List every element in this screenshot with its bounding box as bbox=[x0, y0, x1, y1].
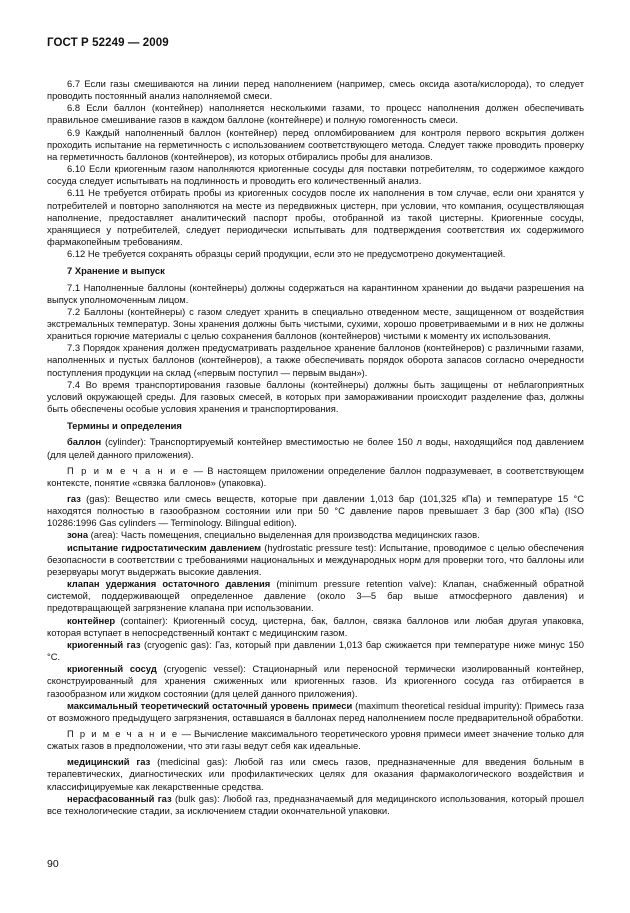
definition-text: (hydrostatic pressure test): Испытание, проводимое с целью обеспечения безопасности в соответствии с требованиями национальных и международных норм для проверки того, что баллоны или резервуары могут выдержать высокие давления. bbox=[47, 541, 584, 577]
definition-container bbox=[47, 615, 584, 639]
note-text: — Вычисление максимального теоретического уровня примеси имеет значение только для сжатых газов в предположении, что эти газы ведут себя как идеальные. bbox=[47, 727, 585, 752]
definition-text: (bulk gas): Любой газ, предназначаемый для медицинского использования, который прошел все технологические стадии, за исключением стадии окончательной упаковки. bbox=[47, 792, 584, 816]
note-text: — В настоящем приложении определение баллон подразумевает, в соответствующем контексте, понятие «связка баллонов» (упаковка). bbox=[47, 464, 585, 488]
definition-retention-valve bbox=[47, 578, 584, 614]
definition-medicinal-gas bbox=[47, 756, 584, 792]
note-cylinder bbox=[47, 465, 584, 489]
definition-text: (cryogenic gas): Газ, который при давлении 1,013 бар сжижается при температуре ниже минус 150 °C. bbox=[47, 638, 584, 663]
definition-cryogenic-gas bbox=[47, 639, 584, 663]
definition-text: (medicinal gas): Любой газ или смесь газов, предназначенные для введения больным в терапевтических, диагностических или профилактических целях для оказания фармакологического воздействия и классифицируемые как лекарственные средства. bbox=[47, 756, 584, 792]
paragraph-7-2: 7.2 Баллоны (контейнеры) с газом следует хранить в специально отведенном месте, защищенном от воздействия экстремальных температур. Зоны хранения должны быть чистыми, сухими, хорошо проветриваемыми и в них не должны храниться горючие материалы с целью сохранения баллонов (контейнеров) чистыми к моменту их использования. bbox=[47, 305, 584, 342]
definition-cylinder bbox=[47, 436, 584, 460]
definition-text: (area): Часть помещения, специально выделенная для производства медицинских газов. bbox=[88, 529, 480, 541]
definition-text: (maximum theoretical residual impurity): Примесь газа от возможного предыдущего загрязнения, оставшаяся в баллонах перед наполнением после предварительной обработки. bbox=[47, 699, 584, 723]
glossary-heading: Термины и определения bbox=[67, 420, 182, 432]
paragraph-6-7: 6.7 Если газы смешиваются на линии перед наполнением (например, смесь оксида азота/кислорода), то следует проводить постоянный анализ наполняемой смеси. bbox=[47, 78, 584, 102]
definition-bulk-gas bbox=[47, 793, 584, 817]
term-area: зона bbox=[67, 529, 89, 541]
term-medicinal-gas: медицинский газ bbox=[67, 756, 151, 768]
paragraph-7-3: 7.3 Порядок хранения должен предусматривать раздельное хранение баллонов (контейнеров) с различными газами, наполненных и пустых баллонов (контейнеров), а также обеспечивать порядок оборота запасов согласно очередности поступления продукции на склад («первым поступил — первым выдан»). bbox=[47, 342, 584, 378]
term-cryogenic-vessel: криогенный сосуд bbox=[67, 663, 157, 675]
definition-text: (container): Криогенный сосуд, цистерна, бак, баллон, связка баллонов или любая другая упаковка, которая вступает в непосредственный контакт с медицинским газом. bbox=[47, 614, 584, 638]
paragraph-7-1: 7.1 Наполненные баллоны (контейнеры) должны содержаться на карантинном хранении до выдачи разрешения на выпуск уполномоченным лицом. bbox=[47, 281, 584, 305]
term-residual-impurity: максимальный теоретический остаточный уровень примеси bbox=[67, 699, 353, 711]
paragraph-6-10: 6.10 Если криогенным газом наполняются криогенные сосуды для поставки потребителям, то содержимое каждого сосуда следует испытывать на подлинность и проводить его количественный анализ. bbox=[47, 163, 584, 187]
note-residual-impurity bbox=[47, 728, 584, 752]
definition-text: (cylinder): Транспортируемый контейнер вместимостью не более 150 л воды, находящийся под давлением (для целей данного приложения). bbox=[47, 436, 584, 460]
definition-text: (gas): Вещество или смесь веществ, которые при давлении 1,013 бар (101,325 кПа) и температуре 15 °C находятся полностью в газообразном состоянии или при 50 °C давление паров превышает 3 бар (300 кПа) (ISO 10286:1996 Gas cylinders — Terminology. Bilingual edition). bbox=[47, 493, 584, 529]
definition-cryogenic-vessel bbox=[47, 663, 584, 699]
term-cryogenic-gas: криогенный газ bbox=[67, 638, 141, 650]
definition-gas bbox=[47, 493, 584, 529]
term-retention-valve: клапан удержания остаточного давления bbox=[67, 578, 271, 590]
note-label: П р и м е ч а н и е bbox=[67, 464, 190, 476]
note-label: П р и м е ч а н и е bbox=[67, 727, 179, 739]
term-cylinder: баллон bbox=[67, 436, 102, 448]
term-hydrostatic-test: испытание гидростатическим давлением bbox=[67, 541, 262, 553]
paragraph-6-12: 6.12 Не требуется сохранять образцы серий продукции, если это не предусмотрено документацией. bbox=[67, 248, 506, 260]
definition-residual-impurity bbox=[47, 700, 584, 724]
paragraph-7-4: 7.4 Во время транспортирования газовые баллоны (контейнеры) должны быть защищены от неблагоприятных условий окружающей среды. Для газовых смесей, в которых при замораживании происходит разделение фаз, должны быть обеспечены особые условия хранения и транспортирования. bbox=[47, 378, 584, 415]
definition-hydrostatic-test bbox=[47, 542, 584, 578]
term-bulk-gas: нерасфасованный газ bbox=[67, 792, 172, 804]
page-content bbox=[47, 78, 584, 817]
term-container: контейнер bbox=[67, 614, 116, 626]
section-7-heading: 7 Хранение и выпуск bbox=[67, 265, 165, 277]
page-number: 90 bbox=[47, 858, 59, 870]
definition-text: (minimum pressure retention valve): Клапан, снабженный обратной системой, поддерживающей определенное давление (около 3—5 бар выше атмосферного давления) и предотвращающей загрязнение клапана при использовании. bbox=[47, 578, 584, 614]
page-header: ГОСТ Р 52249 — 2009 bbox=[47, 37, 169, 49]
paragraph-6-11: 6.11 Не требуется отбирать пробы из криогенных сосудов после их наполнения в том случае, если они хранятся у потребителей и повторно заполняются на месте из передвижных цистерн, при условии, что компания, осуществляющая наполнение, предоставляет аналитический паспорт пробы, отобранной из такой цистерны. Криогенные сосуды, хранящиеся у потребителей, следует периодически испытывать для подтверждения соответствия их содержимого фармакопейным требованиям. bbox=[47, 187, 584, 248]
paragraph-6-8: 6.8 Если баллон (контейнер) наполняется несколькими газами, то процесс наполнения должен обеспечивать правильное смешивание газов в каждом баллоне (контейнере) и полную гомогенность смеси. bbox=[47, 102, 584, 126]
definition-text: (cryogenic vessel): Стационарный или переносной термически изолированный контейнер, сконструированный для хранения сжиженных или криогенных газов. Из криогенного сосуда газ отбирается в газообразном или жидком состоянии (для целей данного приложения). bbox=[47, 663, 584, 699]
definition-area bbox=[47, 529, 584, 541]
paragraph-6-9: 6.9 Каждый наполненный баллон (контейнер) перед опломбированием для контроля первого вскрытия должен проходить испытание на герметичность с использованием соответствующего метода. Следует также проводить проверку на герметичность баллонов (контейнеров), из которых отбирались пробы для анализов. bbox=[47, 126, 584, 162]
term-gas: газ bbox=[67, 493, 81, 504]
